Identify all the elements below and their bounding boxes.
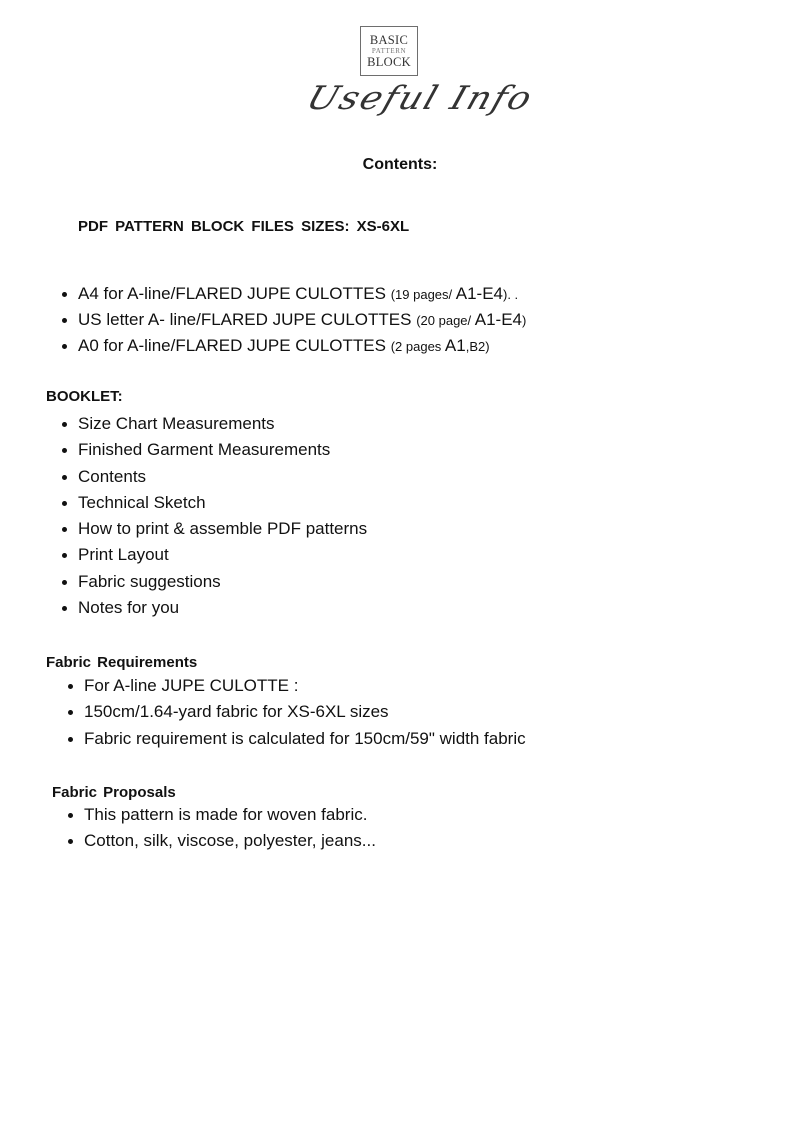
- logo-line-pattern: PATTERN: [371, 46, 407, 55]
- list-item: For A-line JUPE CULOTTE :: [68, 673, 526, 699]
- list-item: Print Layout: [62, 542, 367, 568]
- booklet-list: [62, 411, 367, 621]
- list-item: Size Chart Measurements: [62, 411, 367, 437]
- list-item: US letter A- line/FLARED JUPE CULOTTES (20 page/ A1-E4): [62, 307, 526, 333]
- pdf-files-title: PDF PATTERN BLOCK FILES SIZES: XS-6XL: [78, 218, 410, 235]
- list-item: Notes for you: [62, 595, 367, 621]
- list-item: Technical Sketch: [62, 490, 367, 516]
- list-item: Cotton, silk, viscose, polyester, jeans...: [68, 828, 376, 854]
- fabric-requirements-list: [68, 673, 526, 752]
- logo-line-block: BLOCK: [367, 54, 411, 69]
- list-item: Fabric suggestions: [62, 569, 367, 595]
- brand-logo: [360, 26, 418, 76]
- list-item: A4 for A-line/FLARED JUPE CULOTTES (19 pages/ A1-E4). .: [62, 281, 526, 307]
- list-item: This pattern is made for woven fabric.: [68, 802, 376, 828]
- list-item: How to print & assemble PDF patterns: [62, 516, 367, 542]
- fabric-requirements-title: Fabric Requirements: [46, 654, 198, 671]
- list-item: Fabric requirement is calculated for 150cm/59" width fabric: [68, 726, 526, 752]
- fabric-proposals-title: Fabric Proposals: [52, 784, 176, 801]
- booklet-title: BOOKLET:: [46, 388, 123, 405]
- list-item: Finished Garment Measurements: [62, 437, 367, 463]
- contents-title: Contents:: [362, 156, 438, 173]
- useful-info-script: Useful Info: [302, 80, 538, 117]
- fabric-proposals-list: [68, 802, 376, 855]
- list-item: Contents: [62, 464, 367, 490]
- list-item: 150cm/1.64-yard fabric for XS-6XL sizes: [68, 699, 526, 725]
- pdf-files-list: [62, 281, 526, 359]
- list-item: A0 for A-line/FLARED JUPE CULOTTES (2 pages A1,B2): [62, 333, 526, 359]
- logo-line-basic: BASIC: [369, 33, 409, 47]
